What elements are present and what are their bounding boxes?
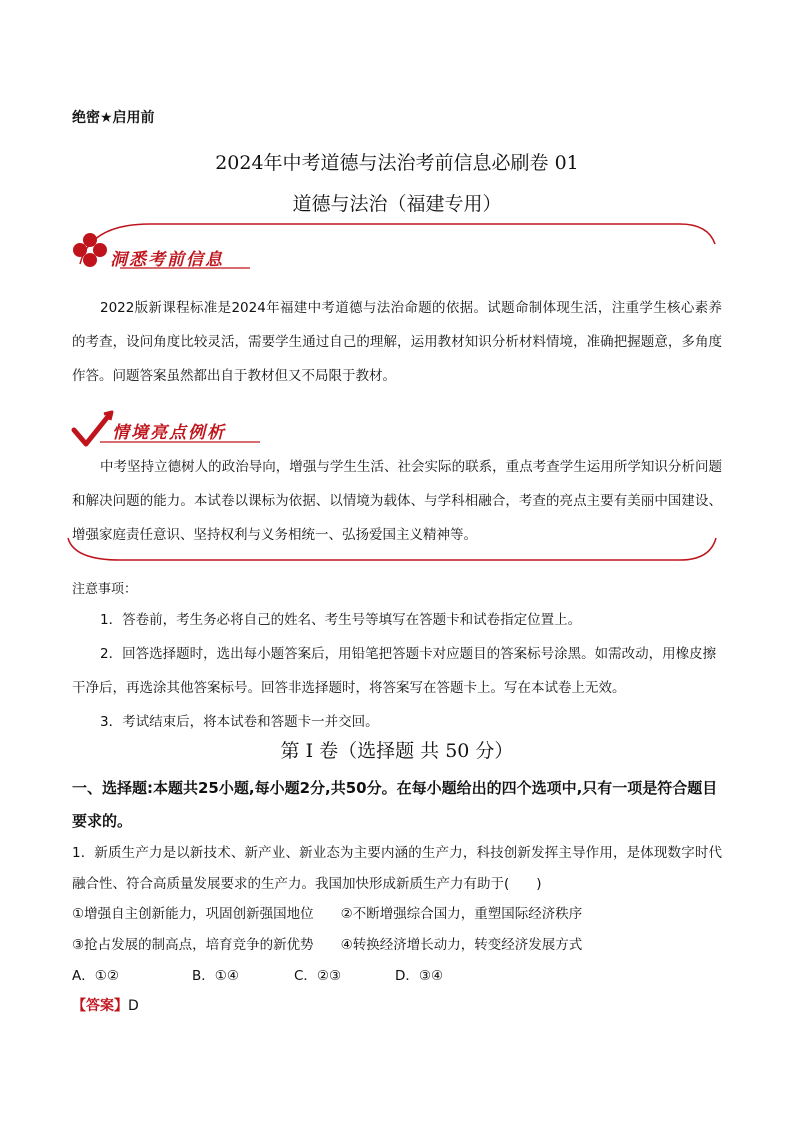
question-statements-line-1: ①增强自主创新能力，巩固创新强国地位 ②不断增强综合国力，重塑国际经济秩序: [72, 906, 583, 922]
question-options: [72, 964, 722, 988]
option-a[interactable]: A．①②: [72, 968, 119, 984]
confidential-label: 绝密★启用前: [72, 110, 155, 126]
option-d[interactable]: D．③④: [395, 968, 444, 984]
note-item: 2．回答选择题时，选出每小题答案后，用铅笔把答题卡对应题目的答案标号涂黑。如需改动，用橡皮擦干净后，再选涂其他答案标号。回答非选择题时，将答案写在答题卡上。写在本试卷上无效。: [72, 646, 717, 696]
option-c[interactable]: C．②③: [294, 968, 342, 984]
question-statements-line-2: ③抢占发展的制高点，培育竞争的新优势 ④转换经济增长动力，转变经济发展方式: [72, 937, 583, 953]
notes-heading: 注意事项：: [72, 582, 138, 597]
banner-underline: [100, 438, 270, 446]
option-b[interactable]: B．①④: [192, 968, 239, 984]
note-item: 1．答卷前，考生务必将自己的姓名、考生号等填写在答题卡和试卷指定位置上。: [100, 612, 582, 628]
answer-line: [72, 995, 139, 1015]
banner-frame-bottom: [60, 532, 720, 568]
highlights-paragraph: 中考坚持立德树人的政治导向，增强与学生生活、社会实际的联系，重点考查学生运用所学知识分析问题和解决问题的能力。本试卷以课标为依据、以情境为载体、与学科相融合，考查的亮点主要有美丽中国建设、增强家庭责任意识、坚持权利与义务相统一、弘扬爱国主义精神等。: [72, 459, 722, 543]
answer-label: 【答案】: [72, 998, 128, 1014]
section-heading: 一、选择题:本题共25小题,每小题2分,共50分。在每小题给出的四个选项中,只有一项是符合题目要求的。: [72, 779, 718, 830]
answer-value: D: [128, 998, 139, 1014]
exam-subtitle: 道德与法治（福建专用）: [292, 193, 502, 215]
exam-info-paragraph: 2022版新课程标准是2024年福建中考道德与法治命题的依据。试题命制体现生活，注重学生核心素养的考查，设问角度比较灵活，需要学生通过自己的理解，运用教材知识分析材料情境，准确把握题意，多角度作答。问题答案虽然都出自于教材但又不局限于教材。: [72, 300, 722, 384]
banner-label-highlights: 情境亮点例析: [112, 423, 226, 443]
question-stem: 1．新质生产力是以新技术、新产业、新业态为主要内涵的生产力，科技创新发挥主导作用，是体现数字时代融合性、符合高质量发展要求的生产力。我国加快形成新质生产力有助于( ): [72, 845, 722, 892]
volume-title: 第 I 卷（选择题 共 50 分）: [280, 740, 514, 762]
flower-icon: [72, 232, 108, 268]
banner-label-exam-info: 洞悉考前信息: [110, 250, 224, 270]
note-item: 3．考试结束后，将本试卷和答题卡一并交回。: [100, 714, 379, 730]
exam-title: 2024年中考道德与法治考前信息必刷卷 01: [215, 152, 579, 174]
